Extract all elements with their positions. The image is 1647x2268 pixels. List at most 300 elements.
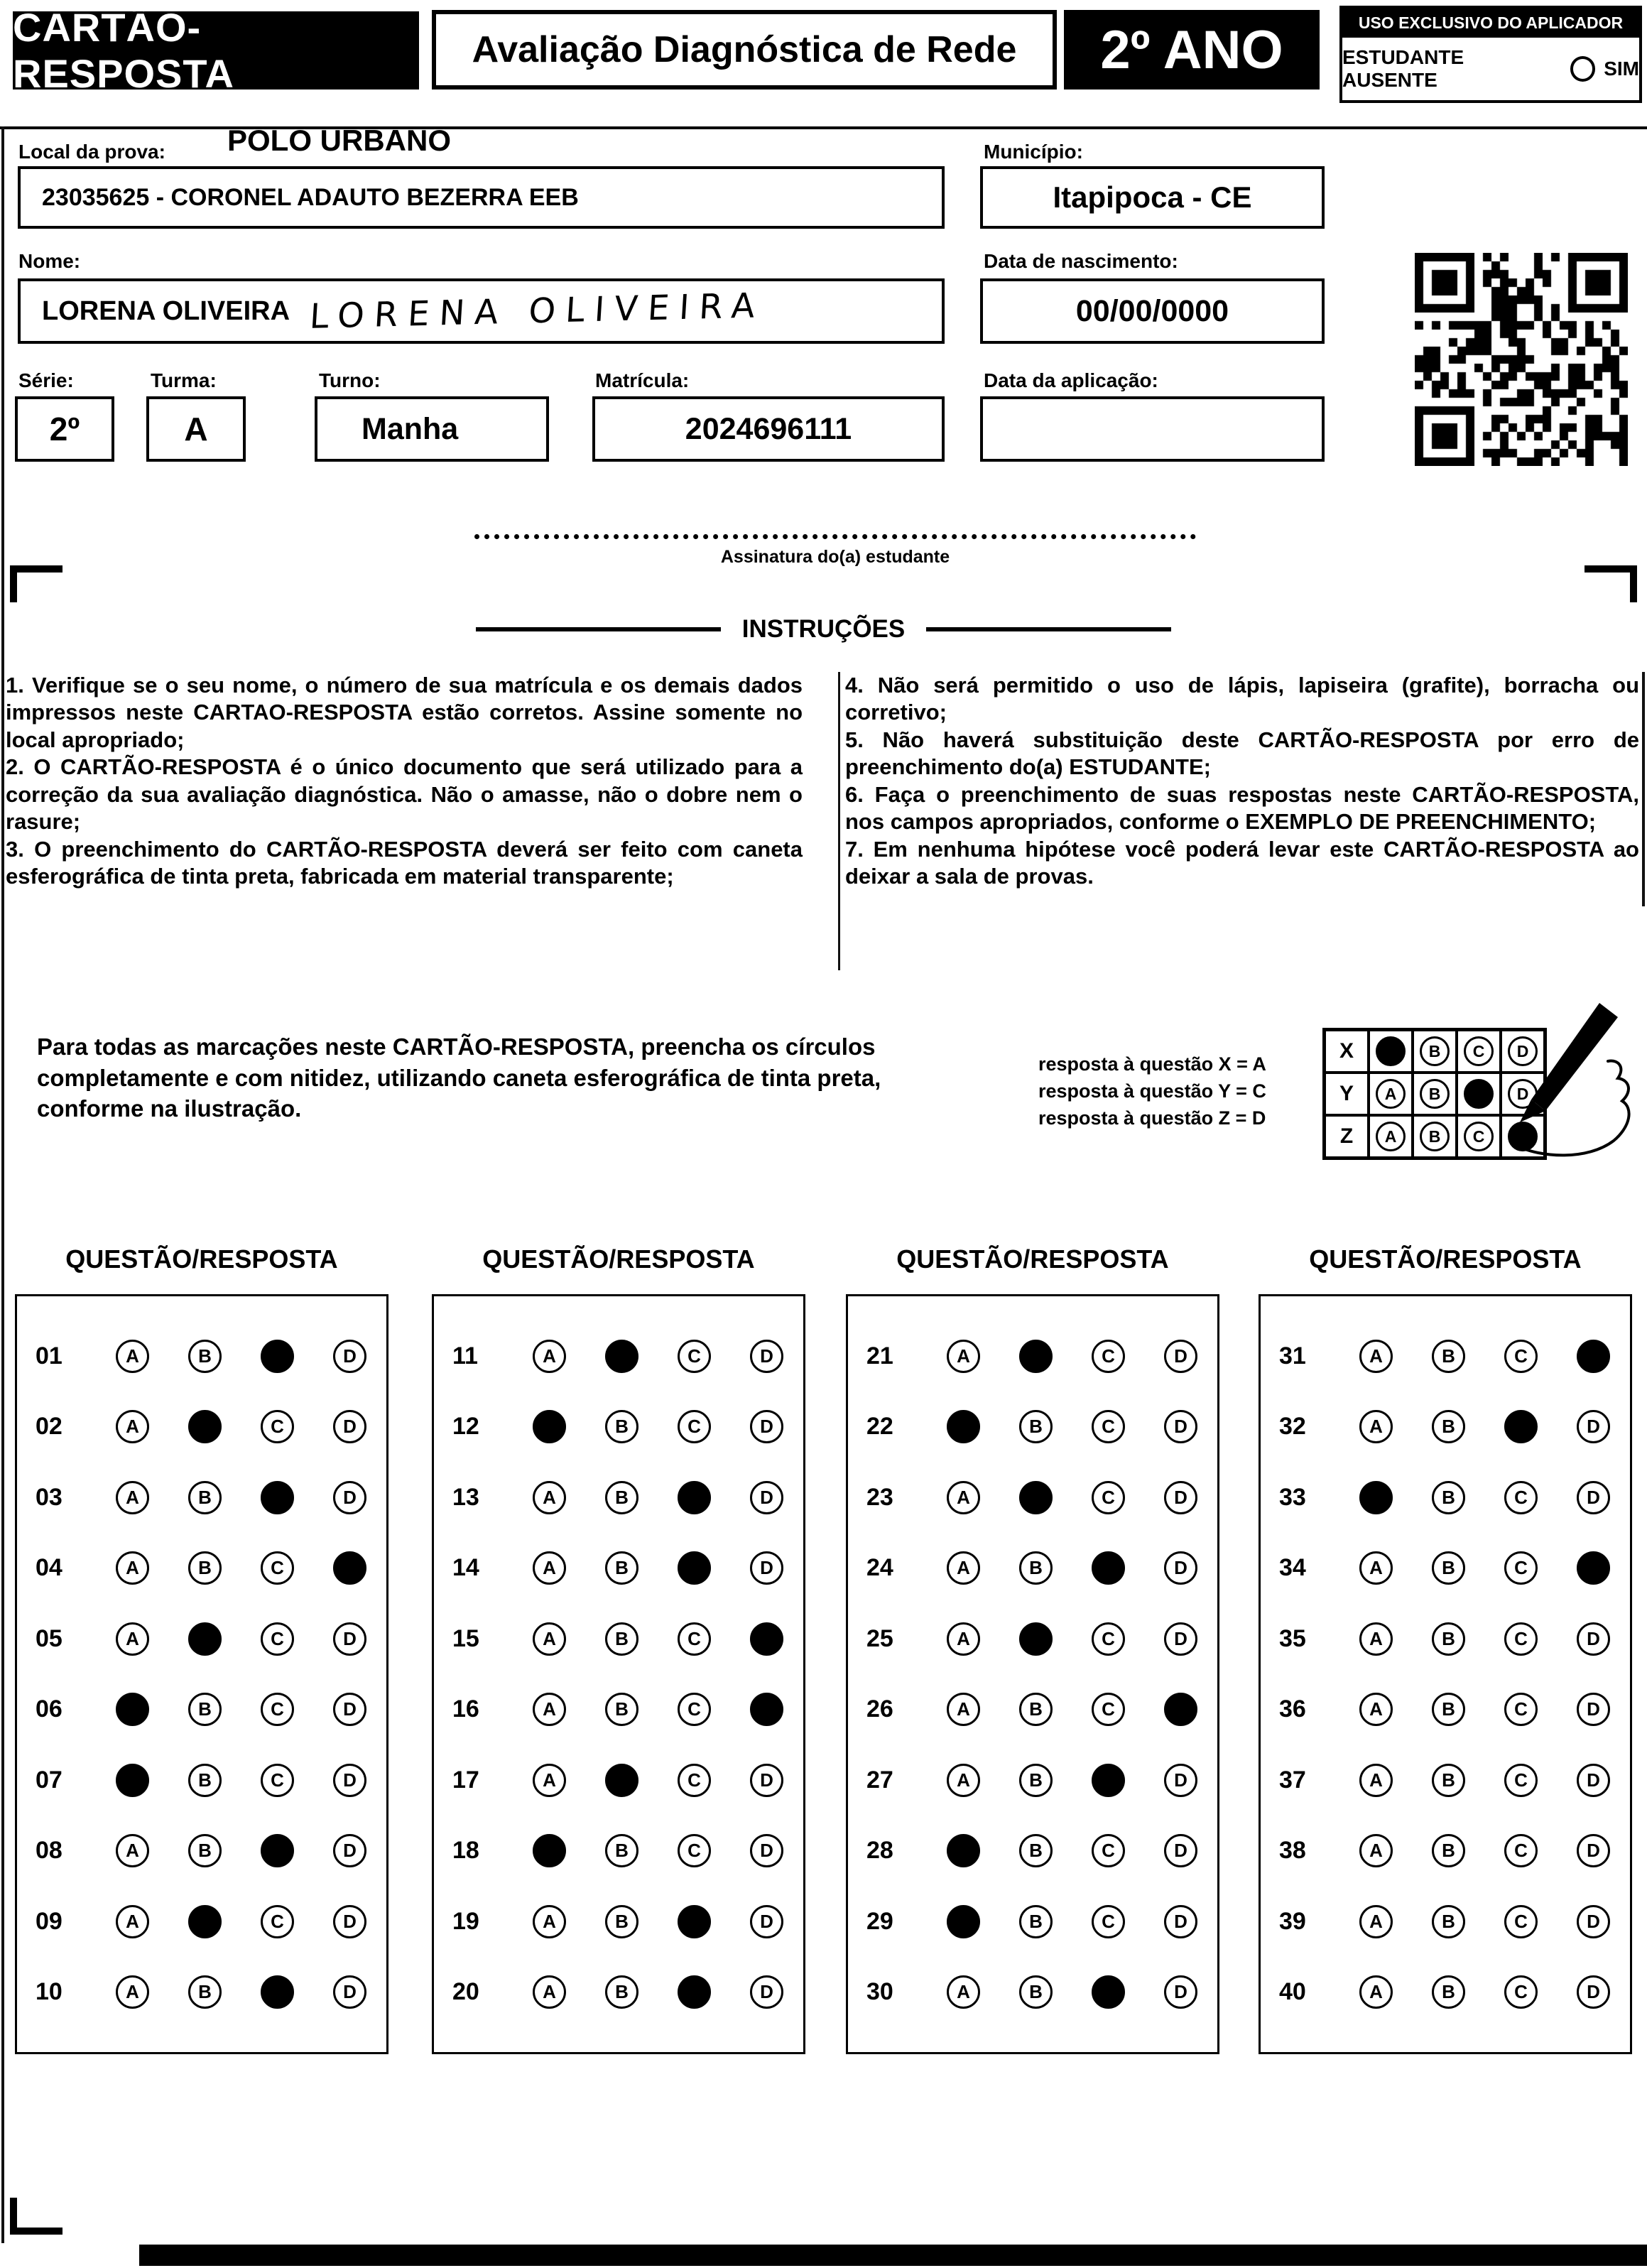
example-bubble-X-D[interactable]: D (1508, 1036, 1538, 1066)
bubble-q35-C[interactable]: C (1504, 1622, 1538, 1656)
bubble-q29-A[interactable]: A (947, 1905, 980, 1938)
bubble-q26-B[interactable]: B (1019, 1693, 1053, 1726)
section-header-1: QUESTÃO/RESPOSTA (65, 1244, 338, 1274)
bubble-q20-B[interactable]: B (605, 1975, 638, 2009)
bubble-q24-B[interactable]: B (1019, 1551, 1053, 1585)
bubble-q10-D[interactable]: D (333, 1975, 366, 2009)
bubble-q40-B[interactable]: B (1432, 1975, 1465, 2009)
bubble-q37-B[interactable]: B (1432, 1764, 1465, 1797)
question-number: 30 (866, 1978, 893, 2006)
page-right-edge-line (1642, 672, 1645, 906)
fill-instructions-note: Para todas as marcações neste CARTÃO-RESPOSTA, preencha os círculos completamente e com nitidez, utilizando caneta esferográfica de tinta preta, conforme na ilustração. (37, 1033, 881, 1122)
turno-value: Manha (362, 411, 459, 446)
example-bubble-Z-D[interactable]: D (1508, 1122, 1538, 1151)
bubble-q16-B[interactable]: B (605, 1693, 638, 1726)
question-number: 19 (452, 1907, 479, 1935)
bubble-q08-A[interactable]: A (116, 1834, 149, 1867)
municipio-label: Município: (984, 141, 1083, 163)
answer-row-07 (17, 1764, 386, 1797)
bubble-q10-A[interactable]: A (116, 1975, 149, 2009)
section-header-4: QUESTÃO/RESPOSTA (1309, 1244, 1582, 1274)
bubble-q14-B[interactable]: B (605, 1551, 638, 1585)
bubble-q26-D[interactable]: D (1164, 1693, 1197, 1726)
question-number: 05 (36, 1624, 62, 1652)
bubble-q15-A[interactable]: A (533, 1622, 566, 1656)
bubble-q36-D[interactable]: D (1577, 1693, 1610, 1726)
bubble-q05-A[interactable]: A (116, 1622, 149, 1656)
example-bubble-Z-C[interactable]: C (1464, 1122, 1494, 1151)
bubble-q35-D[interactable]: D (1577, 1622, 1610, 1656)
turma-value: A (184, 411, 208, 447)
bubble-q31-C[interactable]: C (1504, 1340, 1538, 1373)
exam-title-box (432, 10, 1057, 89)
bubble-q29-B[interactable]: B (1019, 1905, 1053, 1938)
heading-rule-right (926, 627, 1171, 631)
answer-grid-1 (15, 1294, 388, 2054)
example-bubble-Z-A[interactable]: A (1376, 1122, 1406, 1151)
local-label: Local da prova: (18, 141, 165, 163)
instructions-title: INSTRUÇÕES (741, 615, 906, 643)
answer-row-32 (1261, 1410, 1630, 1443)
example-bubble-Z-B[interactable]: B (1420, 1122, 1450, 1151)
answer-row-21 (848, 1340, 1217, 1373)
bubble-q03-C[interactable]: C (261, 1481, 294, 1514)
example-bubble-Y-B[interactable]: B (1420, 1079, 1450, 1109)
bubble-q13-C[interactable]: C (678, 1481, 711, 1514)
bubble-q19-D[interactable]: D (750, 1905, 783, 1938)
answer-row-19 (434, 1905, 803, 1938)
bubble-q20-C[interactable]: C (678, 1975, 711, 2009)
handwritten-name: LORENA OLIVEIRA (308, 286, 766, 337)
bubble-q17-C[interactable]: C (678, 1764, 711, 1797)
bubble-q11-D[interactable]: D (750, 1340, 783, 1373)
bubble-q28-A[interactable]: A (947, 1834, 980, 1867)
bubble-q16-D[interactable]: D (750, 1693, 783, 1726)
question-number: 20 (452, 1978, 479, 2006)
question-number: 32 (1279, 1413, 1306, 1440)
bubble-q02-D[interactable]: D (333, 1410, 366, 1443)
bottom-registration-bar (139, 2245, 1647, 2266)
question-number: 06 (36, 1695, 62, 1723)
bubble-q39-C[interactable]: C (1504, 1905, 1538, 1938)
answer-row-26 (848, 1693, 1217, 1726)
bubble-q15-B[interactable]: B (605, 1622, 638, 1656)
bubble-q21-A[interactable]: A (947, 1340, 980, 1373)
bubble-q01-A[interactable]: A (116, 1340, 149, 1373)
bubble-q02-B[interactable]: B (188, 1410, 222, 1443)
qr-code (1415, 253, 1628, 466)
answer-row-34 (1261, 1551, 1630, 1585)
bubble-q35-B[interactable]: B (1432, 1622, 1465, 1656)
bubble-q07-D[interactable]: D (333, 1764, 366, 1797)
question-number: 39 (1279, 1907, 1306, 1935)
applicator-bar-title: USO EXCLUSIVO DO APLICADOR (1342, 9, 1639, 38)
answer-row-20 (434, 1975, 803, 2009)
bubble-q03-B[interactable]: B (188, 1481, 222, 1514)
bubble-q24-C[interactable]: C (1092, 1551, 1125, 1585)
answer-row-27 (848, 1764, 1217, 1797)
bubble-q01-B[interactable]: B (188, 1340, 222, 1373)
nascimento-field (980, 278, 1325, 344)
nome-label: Nome: (18, 250, 81, 272)
bubble-q12-B[interactable]: B (605, 1410, 638, 1443)
bubble-q34-D[interactable]: D (1577, 1551, 1610, 1585)
question-number: 14 (452, 1554, 479, 1582)
municipio-field (980, 166, 1325, 229)
answer-row-06 (17, 1693, 386, 1726)
registration-mark-bottom-left (10, 2198, 62, 2235)
instruction-item-4: 4. Não será permitido o uso de lápis, lapiseira (grafite), borracha ou corretivo; (845, 673, 1639, 725)
answer-row-13 (434, 1481, 803, 1514)
bubble-q21-C[interactable]: C (1092, 1340, 1125, 1373)
absent-radio[interactable] (1570, 56, 1596, 82)
bubble-q32-B[interactable]: B (1432, 1410, 1465, 1443)
bubble-q13-B[interactable]: B (605, 1481, 638, 1514)
bubble-q09-D[interactable]: D (333, 1905, 366, 1938)
bubble-q40-A[interactable]: A (1359, 1975, 1393, 2009)
bubble-q33-D[interactable]: D (1577, 1481, 1610, 1514)
matricula-value: 2024696111 (685, 411, 852, 446)
bubble-q36-A[interactable]: A (1359, 1693, 1393, 1726)
bubble-q12-A[interactable]: A (533, 1410, 566, 1443)
bubble-q14-A[interactable]: A (533, 1551, 566, 1585)
bubble-q30-D[interactable]: D (1164, 1975, 1197, 2009)
bubble-q25-C[interactable]: C (1092, 1622, 1125, 1656)
answer-row-17 (434, 1764, 803, 1797)
bubble-q18-C[interactable]: C (678, 1834, 711, 1867)
bubble-q28-C[interactable]: C (1092, 1834, 1125, 1867)
example-bubble-X-B[interactable]: B (1420, 1036, 1450, 1066)
bubble-q38-C[interactable]: C (1504, 1834, 1538, 1867)
question-number: 12 (452, 1413, 479, 1440)
answer-row-37 (1261, 1764, 1630, 1797)
question-number: 15 (452, 1624, 479, 1652)
example-captions (1038, 1051, 1266, 1132)
bubble-q39-D[interactable]: D (1577, 1905, 1610, 1938)
turno-label: Turno: (319, 369, 381, 391)
question-number: 24 (866, 1554, 893, 1582)
bubble-q12-C[interactable]: C (678, 1410, 711, 1443)
applicator-box (1339, 6, 1642, 103)
bubble-q25-D[interactable]: D (1164, 1622, 1197, 1656)
answer-grid-3 (846, 1294, 1219, 2054)
question-number: 23 (866, 1483, 893, 1511)
question-number: 34 (1279, 1554, 1306, 1582)
heading-rule-left (476, 627, 721, 631)
question-number: 38 (1279, 1837, 1306, 1865)
answer-row-29 (848, 1905, 1217, 1938)
bubble-q04-C[interactable]: C (261, 1551, 294, 1585)
example-row-label-X: X (1325, 1030, 1369, 1073)
example-cell (1413, 1030, 1457, 1073)
answer-row-04 (17, 1551, 386, 1585)
signature-label: Assinatura do(a) estudante (720, 547, 950, 567)
bubble-q11-A[interactable]: A (533, 1340, 566, 1373)
question-number: 21 (866, 1342, 893, 1369)
aplicacao-field (980, 396, 1325, 462)
bubble-q26-C[interactable]: C (1092, 1693, 1125, 1726)
bubble-q04-A[interactable]: A (116, 1551, 149, 1585)
absent-label: ESTUDANTE AUSENTE (1342, 46, 1464, 91)
bubble-q18-A[interactable]: A (533, 1834, 566, 1867)
bubble-q32-A[interactable]: A (1359, 1410, 1393, 1443)
answer-row-05 (17, 1622, 386, 1656)
bubble-q15-D[interactable]: D (750, 1622, 783, 1656)
bubble-q40-D[interactable]: D (1577, 1975, 1610, 2009)
question-number: 27 (866, 1766, 893, 1794)
bubble-q11-B[interactable]: B (605, 1340, 638, 1373)
example-bubble-X-C[interactable]: C (1464, 1036, 1494, 1066)
example-row-label-Y: Y (1325, 1073, 1369, 1115)
bubble-q20-A[interactable]: A (533, 1975, 566, 2009)
school-field (18, 166, 945, 229)
bubble-q01-C[interactable]: C (261, 1340, 294, 1373)
bubble-q08-C[interactable]: C (261, 1834, 294, 1867)
turma-field (146, 396, 246, 462)
bubble-q24-A[interactable]: A (947, 1551, 980, 1585)
bubble-q32-D[interactable]: D (1577, 1410, 1610, 1443)
bubble-q28-B[interactable]: B (1019, 1834, 1053, 1867)
bubble-q27-B[interactable]: B (1019, 1764, 1053, 1797)
answer-row-25 (848, 1622, 1217, 1656)
instruction-item-1: 1. Verifique se o seu nome, o número de sua matrícula e os demais dados impressos neste CARTAO-RESPOSTA estão corretos. Assine somente no local apropriado; (6, 673, 803, 752)
bubble-q21-B[interactable]: B (1019, 1340, 1053, 1373)
instruction-item-6: 6. Faça o preenchimento de suas respostas neste CARTÃO-RESPOSTA, nos campos apropriados, conforme o EXEMPLO DE PREENCHIMENTO; (845, 781, 1639, 835)
bubble-q28-D[interactable]: D (1164, 1834, 1197, 1867)
bubble-q34-B[interactable]: B (1432, 1551, 1465, 1585)
answer-row-36 (1261, 1693, 1630, 1726)
bubble-q09-B[interactable]: B (188, 1905, 222, 1938)
local-value: POLO URBANO (227, 124, 451, 157)
example-cell (1413, 1115, 1457, 1158)
bubble-q15-C[interactable]: C (678, 1622, 711, 1656)
example-bubble-Y-D[interactable]: D (1508, 1079, 1538, 1109)
example-cell (1369, 1030, 1413, 1073)
answer-row-24 (848, 1551, 1217, 1585)
bubble-q11-C[interactable]: C (678, 1340, 711, 1373)
example-row-label-Z: Z (1325, 1115, 1369, 1158)
answer-row-10 (17, 1975, 386, 2009)
signature-line[interactable] (474, 534, 1196, 539)
bubble-q23-D[interactable]: D (1164, 1481, 1197, 1514)
answer-row-01 (17, 1340, 386, 1373)
answer-row-12 (434, 1410, 803, 1443)
answer-row-31 (1261, 1340, 1630, 1373)
question-number: 13 (452, 1483, 479, 1511)
bubble-q03-D[interactable]: D (333, 1481, 366, 1514)
bubble-q39-A[interactable]: A (1359, 1905, 1393, 1938)
grade-badge: 2º ANO (1064, 10, 1320, 89)
section-header-3: QUESTÃO/RESPOSTA (896, 1244, 1169, 1274)
bubble-q24-D[interactable]: D (1164, 1551, 1197, 1585)
bubble-q40-C[interactable]: C (1504, 1975, 1538, 2009)
bubble-q06-A[interactable]: A (116, 1693, 149, 1726)
bubble-q23-C[interactable]: C (1092, 1481, 1125, 1514)
question-number: 40 (1279, 1978, 1306, 2006)
bubble-q39-B[interactable]: B (1432, 1905, 1465, 1938)
bubble-q22-C[interactable]: C (1092, 1410, 1125, 1443)
bubble-q03-A[interactable]: A (116, 1481, 149, 1514)
question-number: 11 (452, 1342, 478, 1369)
answer-row-14 (434, 1551, 803, 1585)
example-caption-z: resposta à questão Z = D (1038, 1107, 1266, 1129)
bubble-q05-B[interactable]: B (188, 1622, 222, 1656)
answer-grid-2 (432, 1294, 805, 2054)
bubble-q22-A[interactable]: A (947, 1410, 980, 1443)
bubble-q31-B[interactable]: B (1432, 1340, 1465, 1373)
bubble-q36-B[interactable]: B (1432, 1693, 1465, 1726)
bubble-q20-D[interactable]: D (750, 1975, 783, 2009)
bubble-q33-A[interactable]: A (1359, 1481, 1393, 1514)
nascimento-value: 00/00/0000 (1075, 293, 1229, 328)
serie-label: Série: (18, 369, 74, 391)
bubble-q02-C[interactable]: C (261, 1410, 294, 1443)
serie-value: 2º (49, 411, 80, 447)
bubble-q01-D[interactable]: D (333, 1340, 366, 1373)
bubble-q33-B[interactable]: B (1432, 1481, 1465, 1514)
bubble-q17-B[interactable]: B (605, 1764, 638, 1797)
answer-row-08 (17, 1834, 386, 1867)
bubble-q34-C[interactable]: C (1504, 1551, 1538, 1585)
bubble-q22-D[interactable]: D (1164, 1410, 1197, 1443)
bubble-q36-C[interactable]: C (1504, 1693, 1538, 1726)
question-number: 09 (36, 1907, 62, 1935)
bubble-q22-B[interactable]: B (1019, 1410, 1053, 1443)
bubble-q19-C[interactable]: C (678, 1905, 711, 1938)
bubble-q02-A[interactable]: A (116, 1410, 149, 1443)
bubble-q38-B[interactable]: B (1432, 1834, 1465, 1867)
bubble-q04-D[interactable]: D (333, 1551, 366, 1585)
instruction-item-7: 7. Em nenhuma hipótese você poderá levar este CARTÃO-RESPOSTA ao deixar a sala de provas. (845, 836, 1639, 889)
bubble-q19-B[interactable]: B (605, 1905, 638, 1938)
question-number: 35 (1279, 1624, 1306, 1652)
answer-row-33 (1261, 1481, 1630, 1514)
registration-mark-top-right (1585, 565, 1637, 602)
bubble-q33-C[interactable]: C (1504, 1481, 1538, 1514)
bubble-q38-A[interactable]: A (1359, 1834, 1393, 1867)
bubble-q17-A[interactable]: A (533, 1764, 566, 1797)
bubble-q23-B[interactable]: B (1019, 1481, 1053, 1514)
bubble-q07-A[interactable]: A (116, 1764, 149, 1797)
bubble-q18-B[interactable]: B (605, 1834, 638, 1867)
answer-row-39 (1261, 1905, 1630, 1938)
bubble-q21-D[interactable]: D (1164, 1340, 1197, 1373)
bubble-q35-A[interactable]: A (1359, 1622, 1393, 1656)
bubble-q07-B[interactable]: B (188, 1764, 222, 1797)
bubble-q16-A[interactable]: A (533, 1693, 566, 1726)
bubble-q13-A[interactable]: A (533, 1481, 566, 1514)
instructions-right-column (845, 672, 1639, 891)
bubble-q13-D[interactable]: D (750, 1481, 783, 1514)
question-number: 18 (452, 1837, 479, 1865)
instructions-column-divider (838, 672, 840, 970)
bubble-q27-A[interactable]: A (947, 1764, 980, 1797)
absent-option-label: SIM (1604, 58, 1639, 80)
section-header-2: QUESTÃO/RESPOSTA (482, 1244, 755, 1274)
matricula-field (592, 396, 945, 462)
bubble-q16-C[interactable]: C (678, 1693, 711, 1726)
answer-row-11 (434, 1340, 803, 1373)
bubble-q31-A[interactable]: A (1359, 1340, 1393, 1373)
aplicacao-label: Data da aplicação: (984, 369, 1158, 391)
answer-row-23 (848, 1481, 1217, 1514)
bubble-q08-B[interactable]: B (188, 1834, 222, 1867)
bubble-q23-A[interactable]: A (947, 1481, 980, 1514)
bubble-q29-D[interactable]: D (1164, 1905, 1197, 1938)
bubble-q25-B[interactable]: B (1019, 1622, 1053, 1656)
bubble-q06-D[interactable]: D (333, 1693, 366, 1726)
bubble-q17-D[interactable]: D (750, 1764, 783, 1797)
bubble-q30-A[interactable]: A (947, 1975, 980, 2009)
bubble-q06-C[interactable]: C (261, 1693, 294, 1726)
bubble-q08-D[interactable]: D (333, 1834, 366, 1867)
matricula-label: Matrícula: (595, 369, 690, 391)
bubble-q32-C[interactable]: C (1504, 1410, 1538, 1443)
example-bubble-X-A[interactable]: A (1376, 1036, 1406, 1066)
bubble-q34-A[interactable]: A (1359, 1551, 1393, 1585)
pen-hand-illustration (1477, 1000, 1647, 1171)
bubble-q26-A[interactable]: A (947, 1693, 980, 1726)
bubble-q38-D[interactable]: D (1577, 1834, 1610, 1867)
nascimento-label: Data de nascimento: (984, 250, 1178, 272)
bubble-q31-D[interactable]: D (1577, 1340, 1610, 1373)
example-caption-y: resposta à questão Y = C (1038, 1080, 1266, 1102)
bubble-q06-B[interactable]: B (188, 1693, 222, 1726)
bubble-q14-C[interactable]: C (678, 1551, 711, 1585)
bubble-q09-C[interactable]: C (261, 1905, 294, 1938)
instruction-item-5: 5. Não haverá substituição deste CARTÃO-RESPOSTA por erro de preenchimento do(a) ESTUDANTE; (845, 727, 1639, 780)
answer-row-03 (17, 1481, 386, 1514)
bubble-q37-D[interactable]: D (1577, 1764, 1610, 1797)
bubble-q18-D[interactable]: D (750, 1834, 783, 1867)
bubble-q27-D[interactable]: D (1164, 1764, 1197, 1797)
question-number: 07 (36, 1766, 62, 1794)
bubble-q09-A[interactable]: A (116, 1905, 149, 1938)
bubble-q29-C[interactable]: C (1092, 1905, 1125, 1938)
bubble-q05-D[interactable]: D (333, 1622, 366, 1656)
bubble-q05-C[interactable]: C (261, 1622, 294, 1656)
bubble-q12-D[interactable]: D (750, 1410, 783, 1443)
example-cell (1369, 1115, 1413, 1158)
bubble-q30-B[interactable]: B (1019, 1975, 1053, 2009)
page-left-edge-line (1, 126, 4, 2243)
registration-mark-top-left (10, 565, 62, 602)
example-caption-x: resposta à questão X = A (1038, 1053, 1266, 1075)
question-number: 29 (866, 1907, 893, 1935)
answer-row-22 (848, 1410, 1217, 1443)
bubble-q04-B[interactable]: B (188, 1551, 222, 1585)
bubble-q30-C[interactable]: C (1092, 1975, 1125, 2009)
bubble-q27-C[interactable]: C (1092, 1764, 1125, 1797)
example-cell (1413, 1073, 1457, 1115)
bubble-q37-C[interactable]: C (1504, 1764, 1538, 1797)
bubble-q37-A[interactable]: A (1359, 1764, 1393, 1797)
example-bubble-Y-C[interactable]: C (1464, 1079, 1494, 1109)
bubble-q25-A[interactable]: A (947, 1622, 980, 1656)
card-title: CARTÃO-RESPOSTA (13, 11, 419, 89)
question-number: 02 (36, 1413, 62, 1440)
bubble-q07-C[interactable]: C (261, 1764, 294, 1797)
question-number: 26 (866, 1695, 893, 1723)
bubble-q14-D[interactable]: D (750, 1551, 783, 1585)
instruction-item-3: 3. O preenchimento do CARTÃO-RESPOSTA deverá ser feito com caneta esferográfica de tinta preta, fabricada em material transparente; (6, 836, 803, 889)
question-number: 08 (36, 1837, 62, 1865)
question-number: 10 (36, 1978, 62, 2006)
bubble-q10-C[interactable]: C (261, 1975, 294, 2009)
example-bubble-Y-A[interactable]: A (1376, 1079, 1406, 1109)
bubble-q19-A[interactable]: A (533, 1905, 566, 1938)
bubble-q10-B[interactable]: B (188, 1975, 222, 2009)
